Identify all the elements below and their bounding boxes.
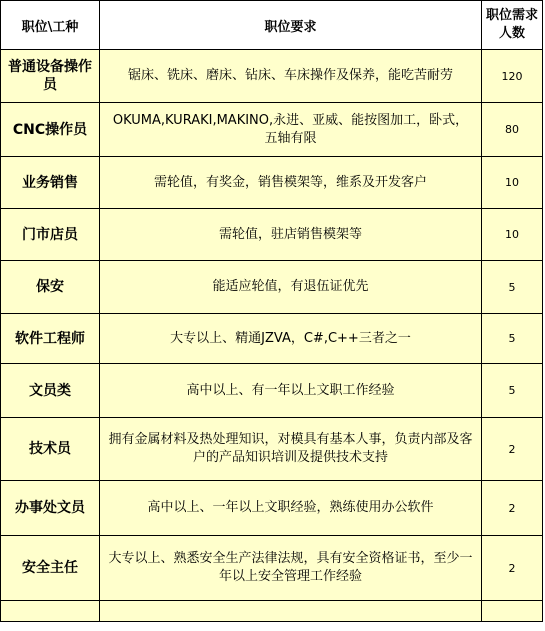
requirements-cell: 需轮值，驻店销售模架等 [100,209,482,261]
table-row [1,418,543,481]
count-cell: 5 [482,364,543,418]
count-cell: 10 [482,157,543,209]
role-cell: 办事处文员 [1,481,100,536]
header-requirements: 职位要求 [100,1,482,50]
role-cell: 普通设备操作员 [1,50,100,103]
requirements-cell: 需轮值，有奖金，销售模架等，维系及开发客户 [100,157,482,209]
count-cell: 5 [482,314,543,364]
role-cell: 安全主任 [1,536,100,601]
requirements-cell: OKUMA,KURAKI,MAKINO,永进、亚威、能按图加工，卧式，五轴有限 [100,103,482,157]
count-cell: 5 [482,261,543,314]
requirements-cell: 拥有金属材料及热处理知识，对模具有基本人事，负责内部及客户的产品知识培训及提供技术支持 [100,418,482,481]
requirements-cell: 高中以上、一年以上文职经验，熟练使用办公软件 [100,481,482,536]
role-cell: CNC操作员 [1,103,100,157]
table-row [1,314,543,364]
count-cell: 80 [482,103,543,157]
table-row [1,50,543,103]
table-row [1,103,543,157]
requirements-cell: 能适应轮值，有退伍证优先 [100,261,482,314]
header-role: 职位\工种 [1,1,100,50]
requirements-cell: 锯床、铣床、磨床、钻床、车床操作及保养，能吃苦耐劳 [100,50,482,103]
requirements-cell: 大专以上、精通JZVA，C#,C++三者之一 [100,314,482,364]
table-row-partial [1,601,543,622]
table-row [1,261,543,314]
count-cell: 2 [482,418,543,481]
role-cell: 文员类 [1,364,100,418]
role-cell: 保安 [1,261,100,314]
count-cell: 2 [482,536,543,601]
role-cell: 软件工程师 [1,314,100,364]
table-row [1,536,543,601]
header-count: 职位需求人数 [482,1,543,50]
empty-cell [1,601,100,622]
role-cell: 门市店员 [1,209,100,261]
table-row [1,364,543,418]
header-row [1,1,543,50]
empty-cell [482,601,543,622]
requirements-cell: 大专以上、熟悉安全生产法律法规，具有安全资格证书，至少一年以上安全管理工作经验 [100,536,482,601]
table-row [1,157,543,209]
table-row [1,209,543,261]
role-cell: 业务销售 [1,157,100,209]
role-cell: 技术员 [1,418,100,481]
count-cell: 120 [482,50,543,103]
table-row [1,481,543,536]
count-cell: 2 [482,481,543,536]
requirements-cell: 高中以上、有一年以上文职工作经验 [100,364,482,418]
empty-cell [100,601,482,622]
count-cell: 10 [482,209,543,261]
